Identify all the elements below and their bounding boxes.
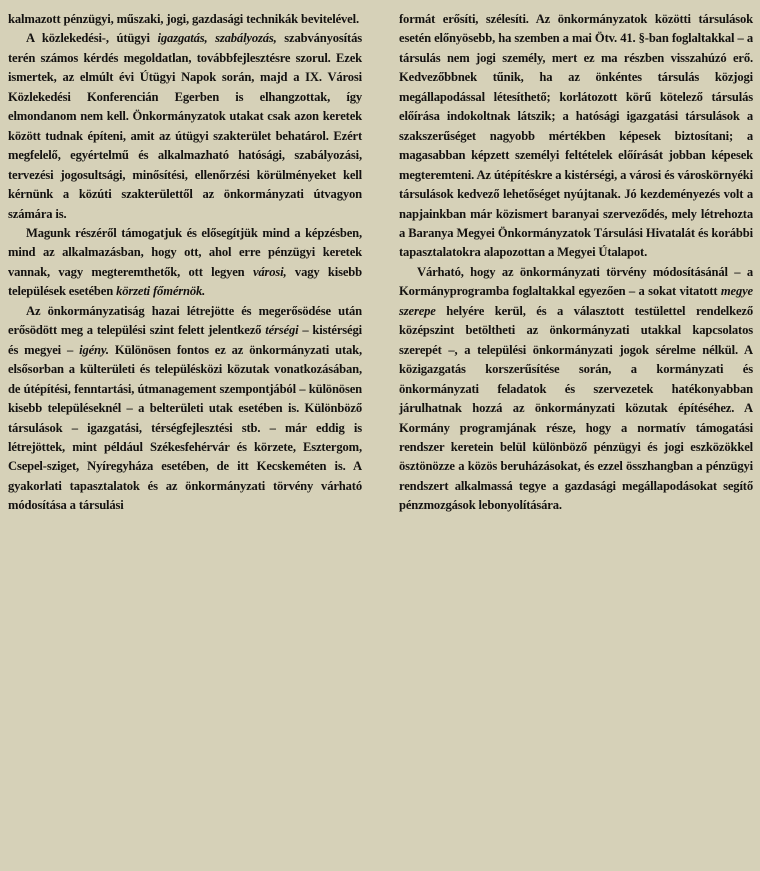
paragraph-5: formát erősíti, szélesíti. Az önkormányzatok közötti társulások esetén előnyösebb, ha szemben a mai Ötv. 41. §-ban foglaltakkal – a társulás nem jogi személy, mert ez ma részben visszahúzó erő. Kedvezőbbnek tűnik, ha az önkéntes társulás közjogi megállapodással létesíthető; korlátozott körű kötelező társulás előírása indokoltnak látszik; a hatósági igazgatási társulások a szakszerűséget nagyobb mértékben képesek biztosítani; a magasabban képzett személyi feltételek előírását jobban képesek megteremteni. Az útépítéskre a kistérségi, a városi és városkörnyéki társulások kedvező lehetőséget nyújtanak. Jó kezdeményezés volt a napjainkban már közismert baranyai szerveződés, mely létrehozta a Baranya Megyei Önkormányzatok Társulási Hivatalát és korábbi tapasztalatokra alapozottan a Megyei Útalapot. — [399, 12, 753, 260]
emphasis: térségi — [265, 323, 299, 338]
emphasis: városi, — [252, 264, 287, 279]
paragraph-4: Az önkormányzatiság hazai létrejötte és megerősödése után erősödött meg a települési szint felett jelentkező térségi – kistérségi és megyei – igény. Különösen fontos ez az önkormányzati utak, elsősorban a külterületi és településközi közutak vonatkozásában, de útépítési, fenntartási, útmanagement szempontjából – különösen kisebb településeknél – a belterületi utak esetében is. Különböző társulások – igazgatási, térségfejlesztési stb. – már eddig is létrejöttek, mint például Székesfehérvár és körzete, Esztergom, Csepel-sziget, Nyíregyháza esetében, de itt Kecskeméten is. A gyakorlati tapasztalatok és az önkormányzati törvény várható módosítása a társulási — [8, 303, 362, 513]
paragraph-1: kalmazott pénzügyi, műszaki, jogi, gazdasági technikák bevitelével. — [8, 12, 359, 26]
emphasis: igazgatás, szabályozás, — [157, 31, 277, 46]
emphasis: igény. — [79, 342, 109, 357]
emphasis: körzeti főmérnök. — [116, 284, 206, 299]
emphasis: megye szerepe — [399, 284, 753, 318]
left-column — [8, 10, 362, 516]
paragraph-3: Magunk részéről támogatjuk és elősegítjük mind a képzésben, mind az alkalmazásban, hogy ott, ahol erre pénzügyi keretek vannak, vagy megteremthetők, ott legyen városi, vagy kisebb települések esetében körzeti főmérnök. — [8, 225, 362, 299]
paragraph-6: Várható, hogy az önkormányzati törvény módosításánál – a Kormányprogramba foglaltakkal egyezően – a sokat vitatott megye szerepe helyére kerül, és a választott testülettel rendelkező középszint betöltheti az önkormányzati utakkal kapcsolatos szerepét –, a települési önkormányzati jogok sérelme nélkül. A közigazgatás korszerűsítése során, a kormányzati és önkormányzati feladatok és szervezetek hatékonyabban járulhatnak hozzá az önkormányzati közutak építéséhez. A Kormány programjának része, hogy a normatív támogatási rendszer keretein belül különböző pénzügyi és jogi eszközökkel ösztönözze a közös beruházásokat, és ezzel összhangban a pénzügyi rendszert alkalmassá tegye a gazdasági megállapodásokat segítő pénzmozgások lebonyolítására. — [399, 264, 753, 513]
right-column — [399, 10, 753, 516]
paragraph-2: A közlekedési-, útügyi igazgatás, szabályozás, szabványosítás terén számos kérdés megoldatlan, továbbfejlesztésre szorul. Ezek ismertek, az elmúlt évi Útügyi Napok során, majd a IX. Városi Közlekedési Konferencián Egerben is elhangzottak, így elmondanom nem kell. Önkormányzatok utakat csak azon keretek között tudnak építeni, amit az útügyi szakterület behatárol. Ezért megfelelő, egyértelmű és alkalmazható hatósági, szabályozási, tervezési jogosultsági, minősítési, ellenőrzési körülményeket kell kérnünk a közúti szakterülettől az önkormányzati útvagyon számára is. — [8, 31, 362, 221]
